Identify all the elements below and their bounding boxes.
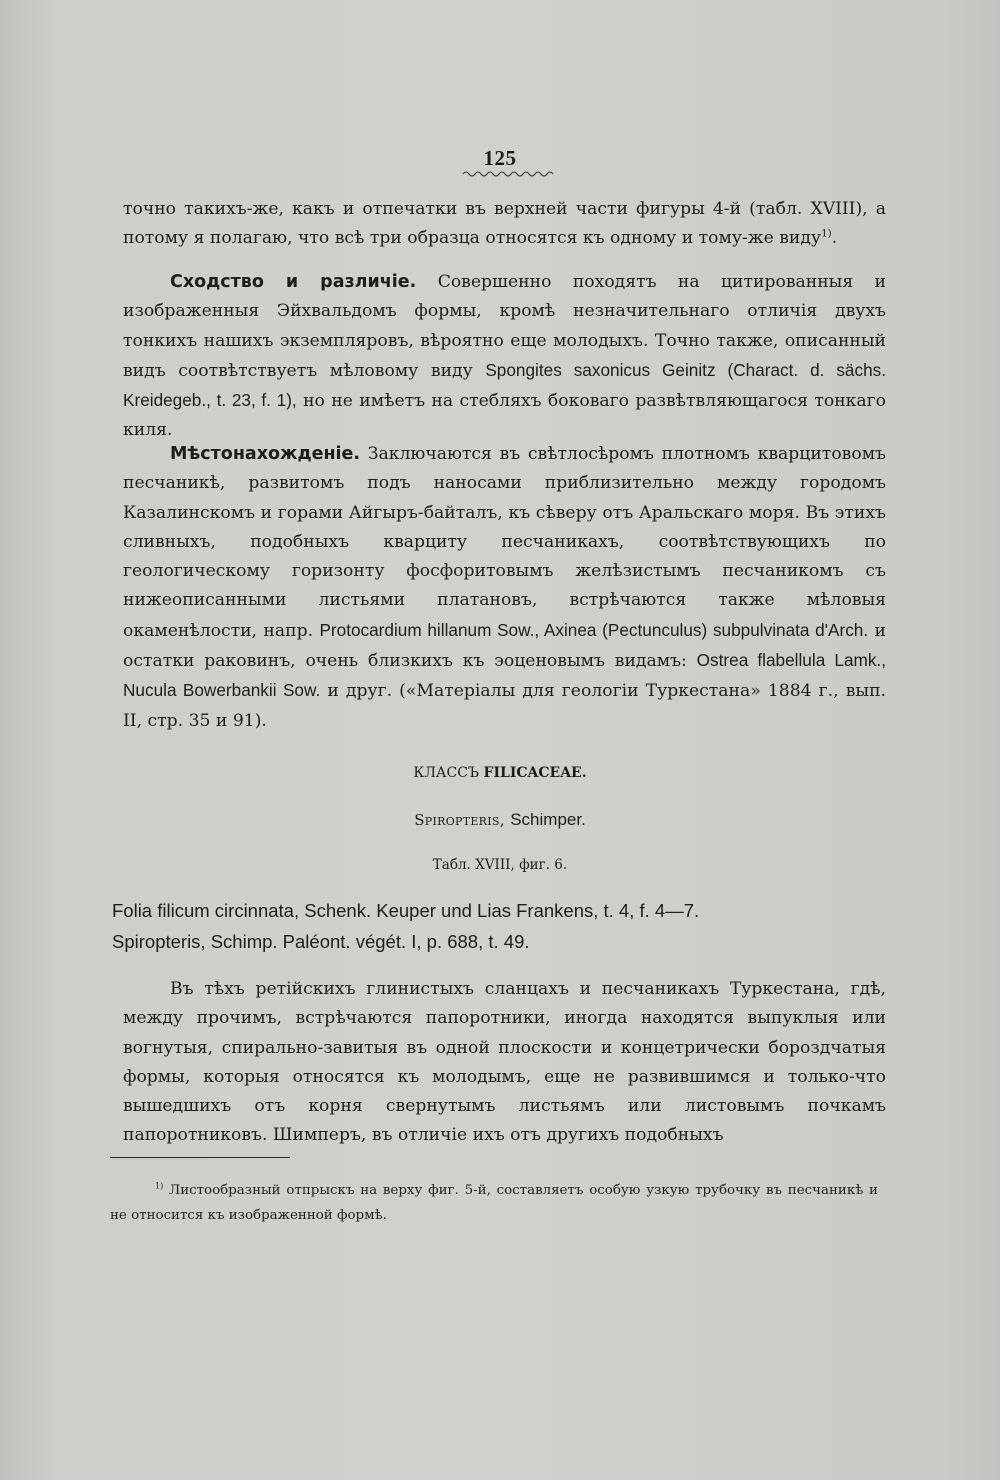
similarity-text-b: но не имѣетъ на стебляхъ боковаго развѣтвляющагося тонкаго киля. — [123, 391, 887, 441]
similarity-latin-name: Spongites saxonicus Geinitz (Charact. d. sächs. Kreidegeb., t. 23, f. 1), — [123, 359, 886, 411]
paragraph-description — [123, 975, 886, 1151]
locality-heading: Мѣстонахожденіе. — [170, 444, 361, 464]
genus-name: Spiropteris, — [414, 811, 505, 829]
locality-text-c: и друг. («Матеріалы для геологіи Туркестана» 1884 г., вып. II, стр. 35 и 91). — [123, 681, 886, 731]
plate-reference: Табл. XVIII, фиг. 6. — [432, 857, 568, 873]
locality-text-a: Заключаются въ свѣтлосѣромъ плотномъ кварцитовомъ песчаникѣ, развитомъ подъ наносами приблизительно между городомъ Казалинскомъ и горами Айгыръ-байталъ, къ сѣверу отъ Аральскаго моря. Въ этихъ сливныхъ, подобныхъ кварциту песчаникахъ, соотвѣтствующихъ по геологическому горизонту фосфоритовымъ желѣзистымъ песчаникомъ съ нижеописанными листьями платановъ, встрѣчаются также мѣловыя окаменѣлости, напр. — [123, 444, 886, 641]
footnote-divider — [110, 1157, 290, 1158]
genus-heading — [0, 810, 1000, 830]
similarity-heading: Сходство и различіе. — [170, 272, 417, 292]
class-prefix: КЛАССЪ — [413, 765, 480, 781]
footnote-text: Листообразный отпрыскъ на верху фиг. 5-й, составляетъ особую узкую трубочку въ песчаникѣ и не относится къ изображенной формѣ. — [110, 1183, 878, 1223]
para1-text: точно такихъ-же, какъ и отпечатки въ верхней части фигуры 4-й (табл. XVIII), а потому я полагаю, что всѣ три образца относятся къ одному и тому-же виду — [123, 199, 886, 249]
synonym-line: Folia filicum circinnata, Schenk. Keuper und Lias Frankens, t. 4, f. 4—7. — [112, 900, 700, 921]
synonymy-list — [112, 896, 892, 957]
locality-latin-a: Protocardium hillanum Sow., Axinea (Pectunculus) subpulvinata d'Arch. — [319, 619, 869, 640]
page-number-ornament — [462, 170, 554, 178]
paragraph-similarity — [123, 268, 886, 446]
similarity-text-a: Совершенно походятъ на цитированныя и изображенныя Эйхвальдомъ формы, кромѣ незначительнаго отличія двухъ тонкихъ нашихъ экземпляровъ, вѣроятно еще молодыхъ. Точно также, описанный видъ соотвѣтствуетъ мѣловому виду — [123, 272, 887, 381]
locality-latin-b: Ostrea flabellula Lamk., Nucula Bowerbankii Sow. — [123, 650, 886, 701]
locality-text-b: и остатки раковинъ, очень близкихъ къ эоценовымъ видамъ: — [123, 620, 887, 672]
footnote-reference: 1) — [821, 227, 832, 240]
description-text: Въ тѣхъ ретійскихъ глинистыхъ сланцахъ и песчаникахъ Туркестана, гдѣ, между прочимъ, встрѣчаются папоротники, иногда находятся выпуклыя или вогнутыя, спирально-завитыя въ одной плоскости и концетрически бороздчатыя формы, которыя относятся къ молодымъ, еще не развившимся и только-что вышедшихъ отъ корня свернутымъ листьямъ или листовымъ почкамъ папоротниковъ. Шимперъ, въ отличіе ихъ отъ другихъ подобныхъ — [123, 979, 886, 1146]
class-heading — [0, 765, 1000, 781]
synonym-line: Spiropteris, Schimp. Paléont. végét. I, p. 688, t. 49. — [112, 930, 530, 952]
genus-author: Schimper. — [510, 810, 586, 829]
class-name: FILICACEAE. — [483, 765, 587, 781]
paragraph-locality — [123, 440, 886, 736]
paragraph-continuation — [123, 195, 886, 254]
footnote — [110, 1179, 878, 1228]
para1-end: . — [831, 228, 838, 249]
page-number: 125 — [483, 146, 517, 170]
footnote-mark: 1) — [155, 1181, 164, 1191]
